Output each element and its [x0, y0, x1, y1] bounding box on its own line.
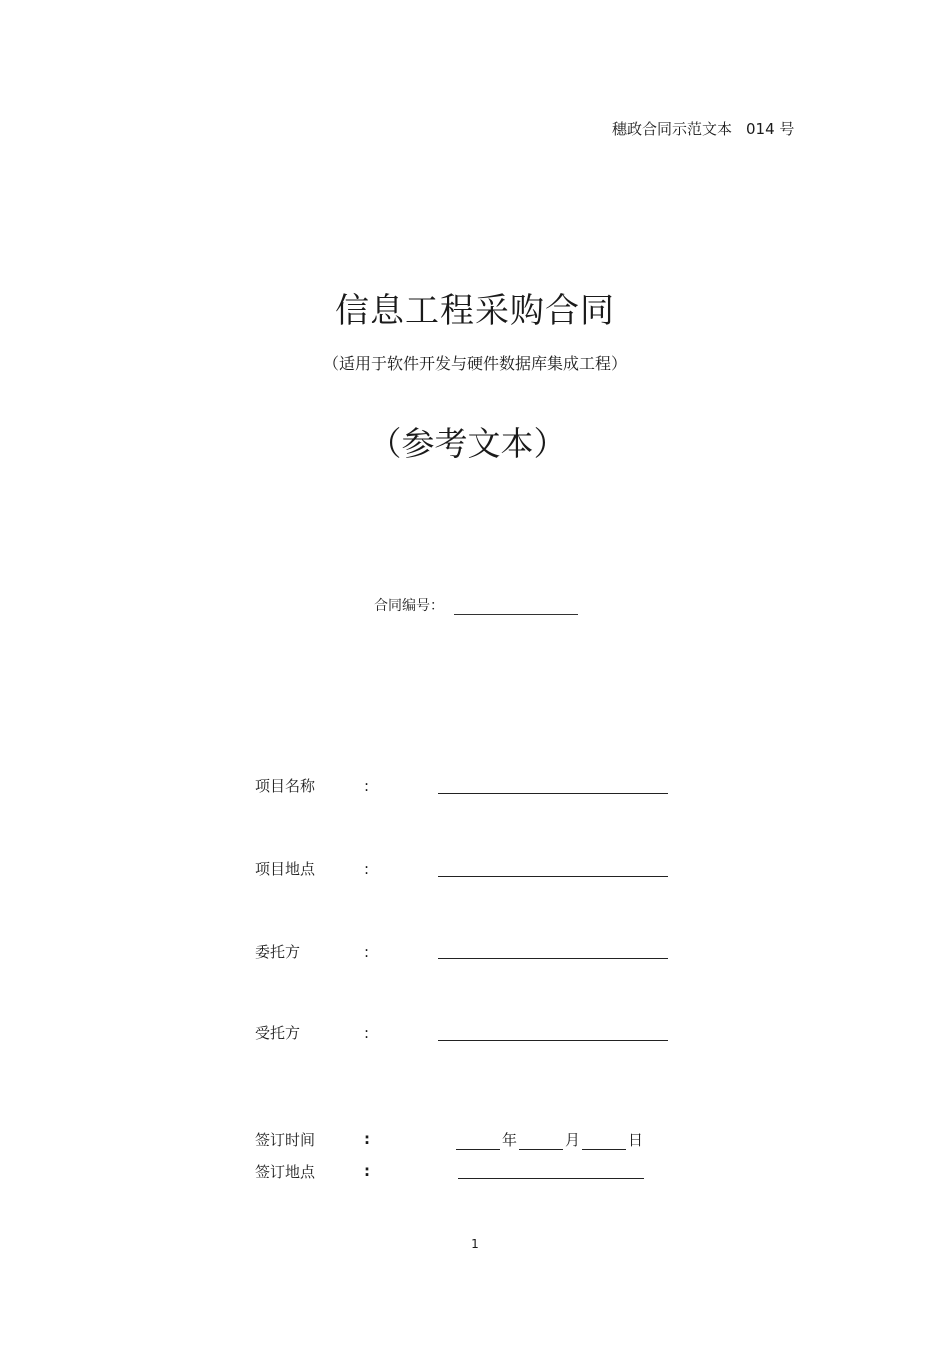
field-colon: : — [364, 943, 370, 961]
reference-prefix: 穗政合同示范文本 — [612, 120, 733, 138]
signing-place-colon: : — [364, 1162, 370, 1180]
contract-number-blank[interactable] — [454, 600, 578, 615]
signing-place-label: 签订地点 — [255, 1163, 316, 1181]
signing-date — [456, 1129, 645, 1150]
field-colon: : — [364, 860, 370, 878]
month-blank[interactable] — [519, 1134, 563, 1150]
field-blank-client[interactable] — [438, 958, 668, 959]
field-label-project-location: 项目地点 — [255, 860, 316, 878]
year-unit: 年 — [502, 1131, 518, 1149]
field-label-contractor: 受托方 — [255, 1024, 301, 1042]
day-blank[interactable] — [582, 1134, 626, 1150]
field-colon: : — [364, 777, 370, 795]
contract-number-label: 合同编号： — [374, 598, 444, 614]
field-colon: : — [364, 1024, 370, 1042]
field-label-client: 委托方 — [255, 943, 301, 961]
field-blank-project-name[interactable] — [438, 793, 668, 794]
signing-time-colon: : — [364, 1130, 370, 1148]
field-blank-project-location[interactable] — [438, 876, 668, 877]
page-number: 1 — [471, 1237, 479, 1251]
document-title: 信息工程采购合同 — [335, 291, 615, 331]
contract-number-row — [374, 595, 578, 615]
document-reference-number — [612, 118, 794, 139]
day-unit: 日 — [628, 1131, 644, 1149]
reference-text-label: （参考文本） — [368, 424, 567, 463]
signing-time-label: 签订时间 — [255, 1131, 316, 1149]
year-blank[interactable] — [456, 1134, 500, 1150]
field-label-project-name: 项目名称 — [255, 777, 316, 795]
field-blank-contractor[interactable] — [438, 1040, 668, 1041]
reference-number: 014 号 — [746, 120, 795, 138]
month-unit: 月 — [565, 1131, 581, 1149]
signing-place-blank[interactable] — [458, 1178, 644, 1179]
document-subtitle: （适用于软件开发与硬件数据库集成工程） — [322, 354, 627, 373]
